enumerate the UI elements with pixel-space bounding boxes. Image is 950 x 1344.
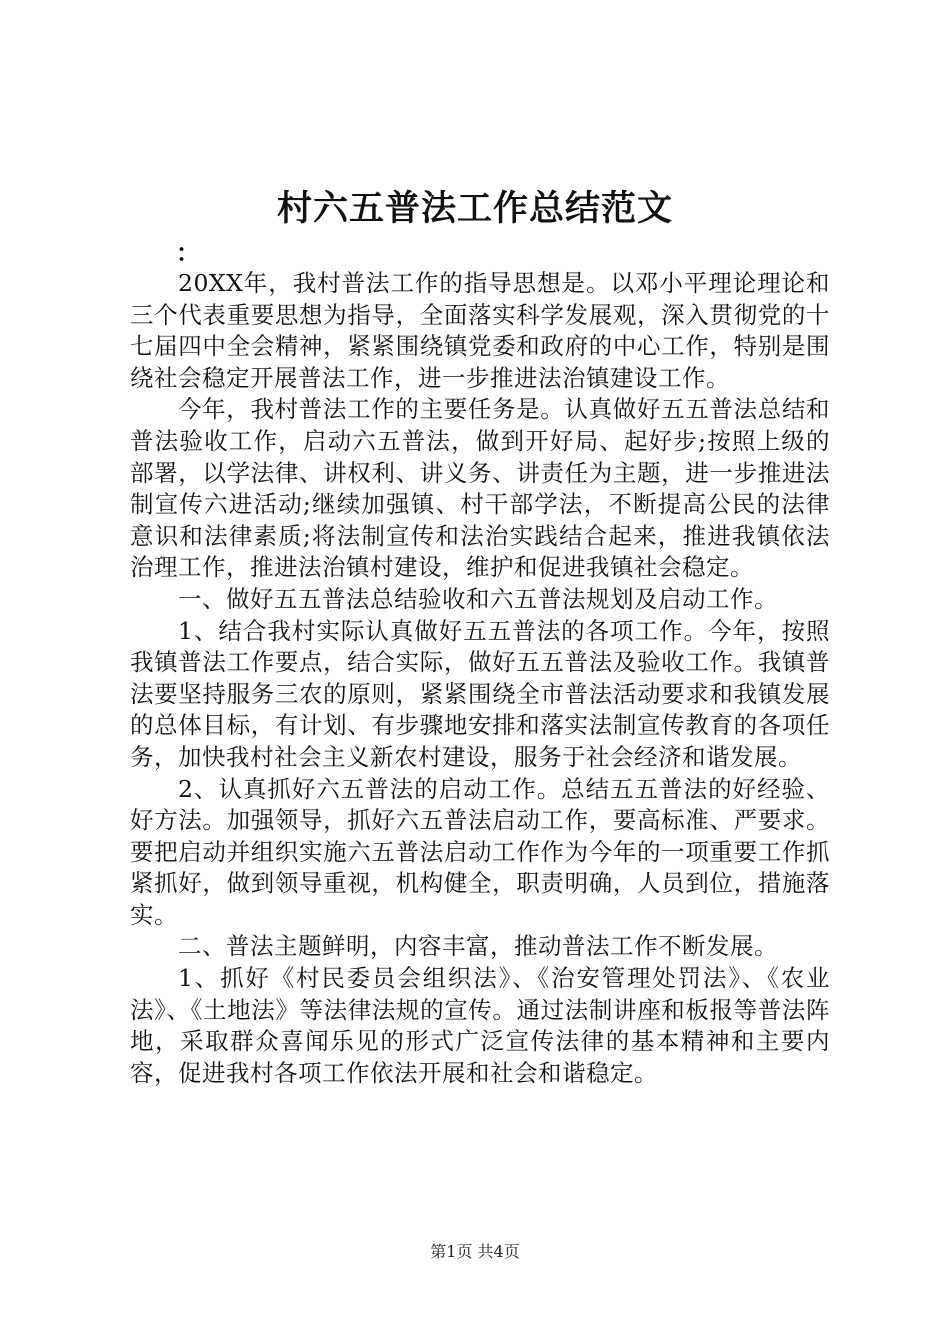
section-heading-one: 一、做好五五普法总结验收和六五普法规划及启动工作。 bbox=[178, 584, 778, 613]
paragraph-item-2-1: 1、抓好《村民委员会组织法》、《治安管理处罚法》、《农业法》、《土地法》等法律法规的宣传。通过法制讲座和板报等普法阵地，采取群众喜闻乐见的形式广泛宣传法律的基本精神和主要内容，促进我村各项工作依法开展和社会和谐稳定。 bbox=[130, 964, 830, 1087]
paragraph-item-1-1: 1、结合我村实际认真做好五五普法的各项工作。今年，按照我镇普法工作要点，结合实际，做好五五普法及验收工作。我镇普法要坚持服务三农的原则，紧紧围绕全市普法活动要求和我镇发展的总体目标，有计划、有步骤地安排和落实法制宣传教育的各项任务，加快我村社会主义新农村建设，服务于社会经济和谐发展。 bbox=[130, 616, 830, 771]
paragraph-main-tasks: 今年，我村普法工作的主要任务是。认真做好五五普法总结和普法验收工作，启动六五普法，做到开好局、起好步;按照上级的部署，以学法律、讲权利、讲义务、讲责任为主题，进一步推进法制宣传六进活动;继续加强镇、村干部学法，不断提高公民的法律意识和法律素质;将法制宣传和法治实践结合起来，推进我镇依法治理工作，推进法治镇村建设，维护和促进我镇社会稳定。 bbox=[130, 395, 830, 582]
page-footer: 第1页 共4页 bbox=[430, 1242, 520, 1261]
paragraph-guiding-ideology: 20XX年，我村普法工作的指导思想是。以邓小平理论理论和三个代表重要思想为指导，全面落实科学发展观，深入贯彻党的十七届四中全会精神，紧紧围绕镇党委和政府的中心工作，特别是围绕社会稳定开展普法工作，进一步推进法治镇建设工作。 bbox=[130, 269, 830, 392]
document-body bbox=[130, 238, 830, 1089]
section-heading-two: 二、普法主题鲜明，内容丰富，推动普法工作不断发展。 bbox=[178, 932, 778, 961]
paragraph-item-1-2: 2、认真抓好六五普法的启动工作。总结五五普法的好经验、好方法。加强领导，抓好六五普法启动工作，要高标准、严要求。要把启动并组织实施六五普法启动工作作为今年的一项重要工作抓紧抓好，做到领导重视，机构健全，职责明确，人员到位，措施落实。 bbox=[130, 774, 830, 929]
document-title: 村六五普法工作总结范文 bbox=[276, 188, 673, 229]
subtitle-colon: ： bbox=[176, 238, 200, 267]
